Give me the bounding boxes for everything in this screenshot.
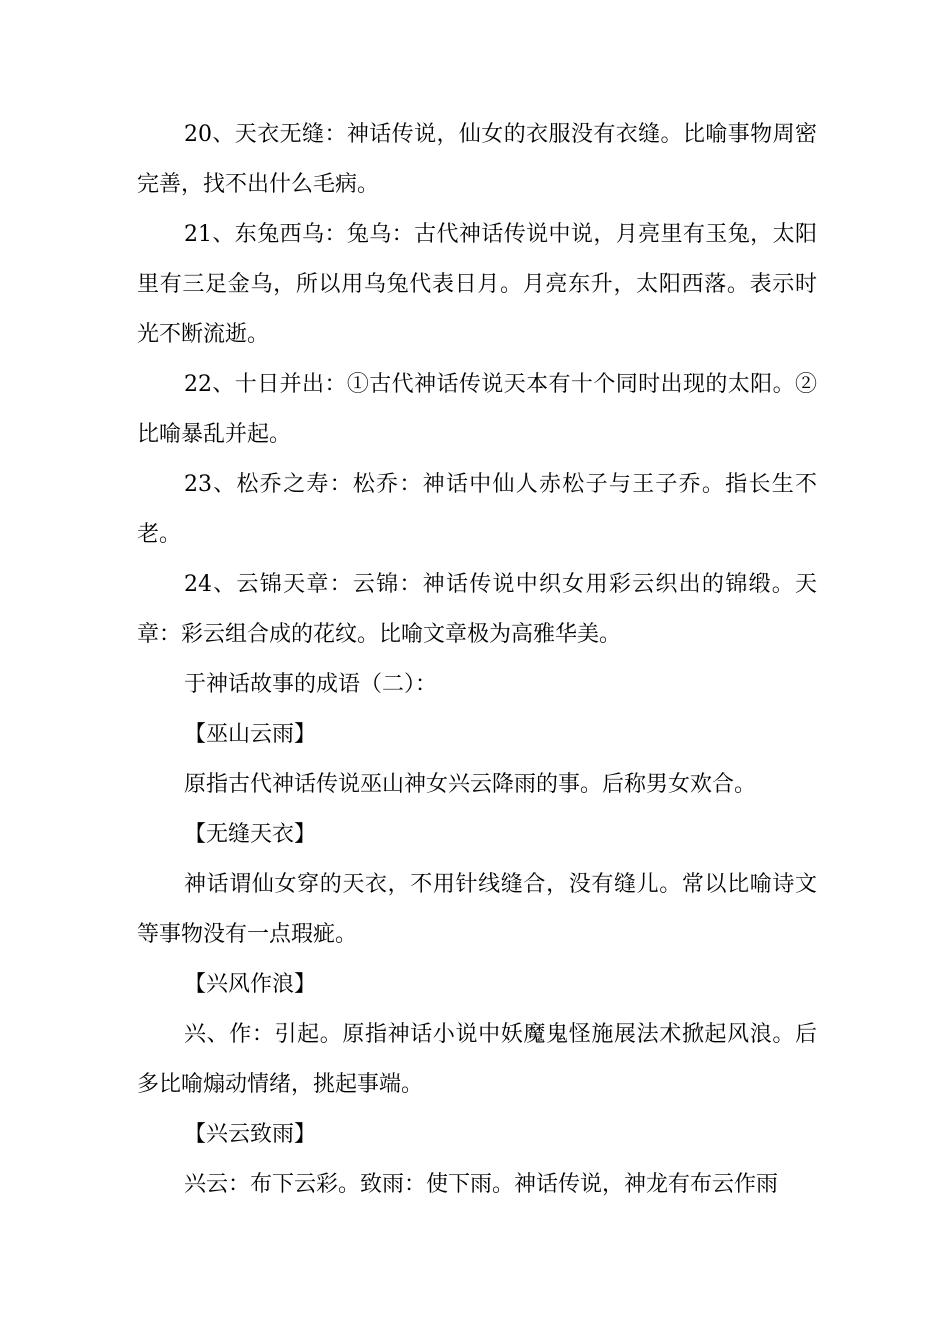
idiom-title-wushan: 【巫山云雨】 <box>184 722 317 747</box>
idiom-title-wufeng: 【无缝天衣】 <box>184 822 317 847</box>
idiom-definition-wushan: 原指古代神话传说巫山神女兴云降雨的事。后称男女欢合。 <box>184 772 757 797</box>
idiom-definition-wufeng: 神话谓仙女穿的天衣，不用针线缝合，没有缝儿。常以比喻诗文等事物没有一点瑕疵。 <box>137 872 817 947</box>
paragraph-idiom-22: 22、十日并出：①古代神话传说天本有十个同时出现的太阳。② 比喻暴乱并起。 <box>137 372 817 447</box>
section-heading: 于神话故事的成语（二）： <box>184 672 438 697</box>
idiom-definition-xingfeng: 兴、作：引起。原指神话小说中妖魔鬼怪施展法术掀起风浪。后多比喻煽动情绪，挑起事端。 <box>137 1022 817 1097</box>
idiom-title-xingfeng: 【兴风作浪】 <box>184 972 317 997</box>
paragraph-idiom-20: 20、天衣无缝：神话传说，仙女的衣服没有衣缝。比喻事物周密完善，找不出什么毛病。 <box>137 122 817 197</box>
document-body <box>137 110 817 1210</box>
paragraph-idiom-23: 23、松乔之寿：松乔：神话中仙人赤松子与王子乔。指长生不老。 <box>137 472 817 547</box>
idiom-title-xingyun: 【兴云致雨】 <box>184 1122 317 1147</box>
paragraph-idiom-21: 21、东兔西乌：兔乌：古代神话传说中说，月亮里有玉兔，太阳里有三足金乌，所以用乌兔代表日月。月亮东升，太阳西落。表示时光不断流逝。 <box>137 222 817 347</box>
paragraph-idiom-24: 24、云锦天章：云锦：神话传说中织女用彩云织出的锦缎。天章：彩云组合成的花纹。比喻文章极为高雅华美。 <box>137 572 817 647</box>
idiom-definition-xingyun: 兴云：布下云彩。致雨：使下雨。神话传说，神龙有布云作雨 <box>184 1172 779 1197</box>
